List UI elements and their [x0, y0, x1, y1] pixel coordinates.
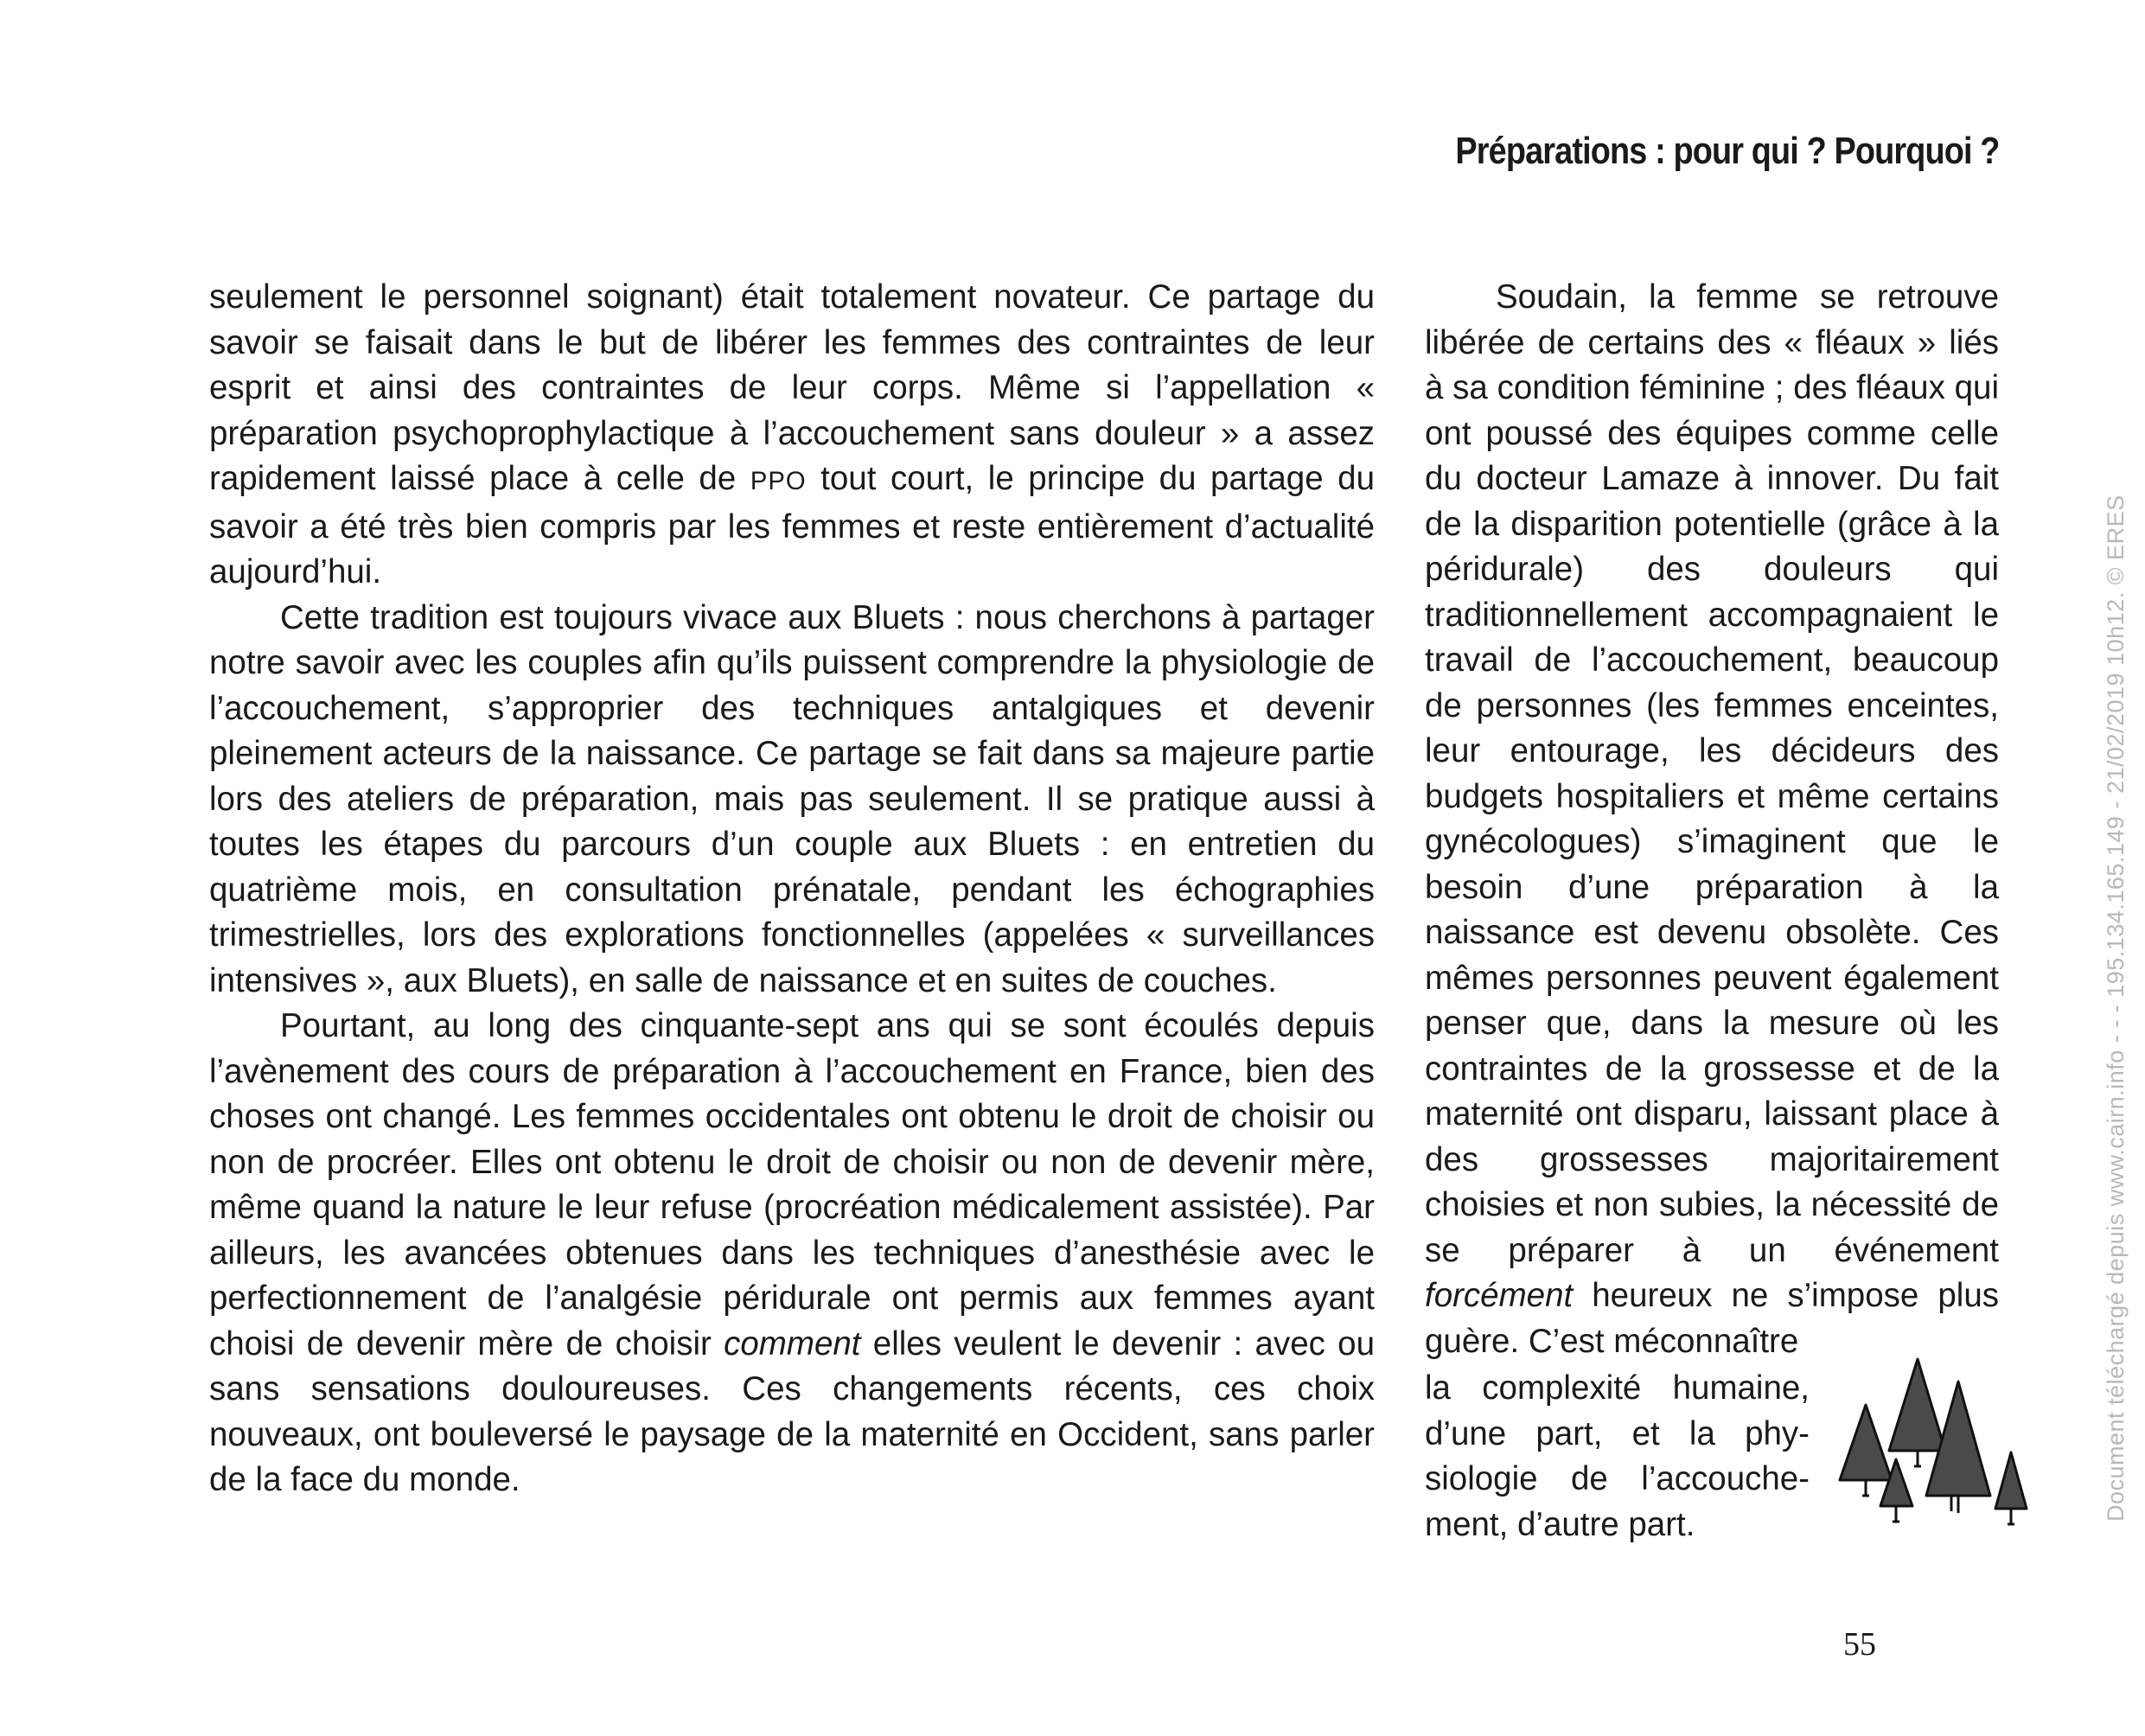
paragraph	[1425, 275, 1999, 1364]
paragraph-text: heureux ne s’impose plus guère. C’est méconnaître	[1425, 1277, 1999, 1360]
wrapped-text	[1425, 1366, 1810, 1548]
emphasis: forcément	[1425, 1277, 1574, 1314]
page-number: 55	[1843, 1626, 1876, 1663]
download-watermark: Document téléchargé depuis www.cairn.info - - - 195.134.165.149 - 21/02/2019 10h12. © ERES	[2103, 495, 2129, 1522]
right-column	[1425, 275, 1999, 1364]
paragraph-text: elles veulent le devenir : avec ou sans sensations douloureuses. Ces changements récents, ces choix nouveaux, ont bouleversé le paysage de la maternité en Occident, sans parler de la face du monde.	[209, 1324, 1375, 1498]
paragraph-text: Soudain, la femme se retrouve libérée de certains des « fléaux » liés à sa condition féminine ; des fléaux qui ont poussé des équipes comme celle du docteur Lamaze à innover. Du fait de la disparition potentielle (grâce à la péridurale) des douleurs qui traditionnellement accompagnaient le travail de l’accouchement, beaucoup de personnes (les femmes enceintes, leur entourage, les décideurs des budgets hospitaliers et même certains gynécologues) s’imaginent que le besoin d’une préparation à la naissance est devenu obsolète. Ces mêmes personnes peuvent également penser que, dans la mesure où les contraintes de la grossesse et de la maternité ont disparu, laissant place à des grossesses majoritairement choisies et non subies, la nécessité de se préparer à un événement	[1425, 278, 1999, 1269]
paragraph-text: tout court, le principe du partage du savoir a été très bien compris par les femmes et reste entièrement d’actualité aujourd’hui.	[209, 460, 1376, 590]
abbreviation: PPO	[750, 468, 807, 495]
paragraph: Cette tradition est toujours vivace aux Bluets : nous cherchons à partager notre savoir avec les couples afin qu’ils puissent comprendre la physiologie de l’accouchement, s’approprier des techniques antalgiques et devenir pleinement acteurs de la naissance. Ce partage se fait dans sa majeure partie lors des ateliers de préparation, mais pas seulement. Il se pratique aussi à toutes les étapes du parcours d’un couple aux Bluets : en entretien du quatrième mois, en consultation prénatale, pendant les échographies trimestrielles, lors des explorations fonctionnelles (appelées « surveillances intensives », aux Bluets), en salle de naissance et en suites de couches.	[209, 598, 1375, 999]
text-line: siologie de l’accouche-	[1425, 1460, 1810, 1497]
paragraph	[209, 1004, 1375, 1503]
paragraph-text: Pourtant, au long des cinquante-sept ans qui se sont écoulés depuis l’avènement des cours de préparation à l’accouchement en France, bien des choses ont changé. Les femmes occidentales ont obtenu le droit de choisir ou non de procréer. Elles ont obtenu le droit de choisir ou non de devenir mère, même quand la nature le leur refuse (procréation médicalement assistée). Par ailleurs, les avancées obtenues dans les techniques d’anesthésie avec le perfectionnement de l’analgésie péridurale ont permis aux femmes ayant choisi de devenir mère de choisir	[209, 1007, 1375, 1363]
paragraph	[209, 275, 1375, 596]
text-line: d’une part, et la phy-	[1425, 1414, 1810, 1452]
left-column	[209, 275, 1375, 1503]
text-line: la complexité humaine,	[1425, 1369, 1810, 1407]
emphasis: comment	[724, 1324, 861, 1363]
text-line: ment, d’autre part.	[1425, 1505, 1695, 1543]
running-title: Préparations : pour qui ? Pourquoi ?	[1455, 130, 2000, 172]
paragraph-text: seulement le personnel soignant) était totalement novateur. Ce partage du savoir se faisait dans le but de libérer les femmes des contraintes de leur esprit et ainsi des contraintes de leur corps. Même si l’appellation « préparation psychoprophylactique à l’accouchement sans douleur » a assez rapidement laissé place à celle de	[209, 278, 1375, 497]
trees-icon	[1833, 1357, 2036, 1526]
